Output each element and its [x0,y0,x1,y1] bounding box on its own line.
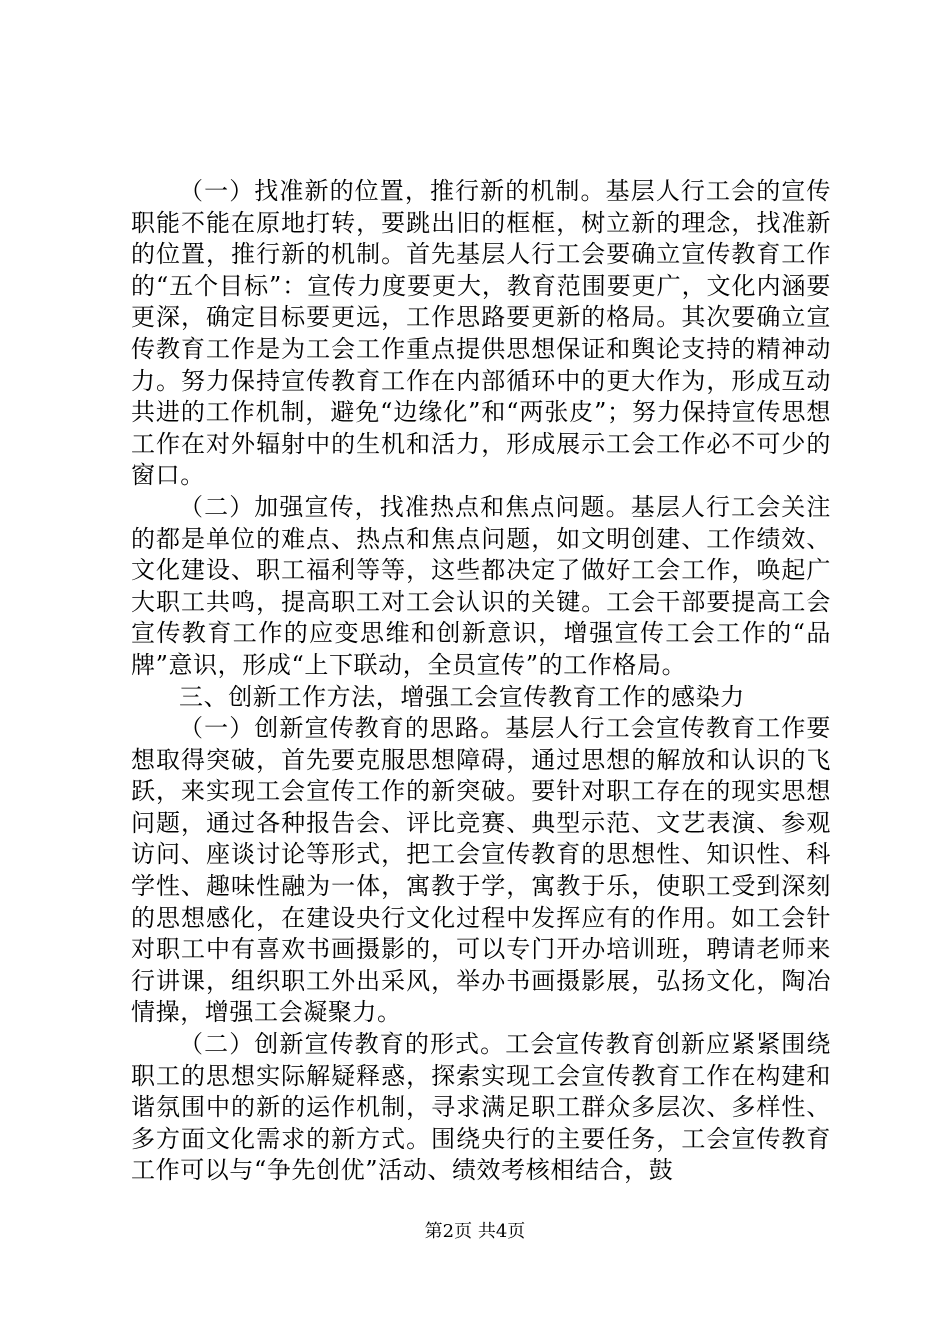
page-number-footer: 第2页 共4页 [424,1221,526,1242]
paragraph-2: （二）加强宣传，找准热点和焦点问题。基层人行工会关注的都是单位的难点、热点和焦点问题，如文明创建、工作绩效、文化建设、职工福利等等，这些都决定了做好工会工作，唤起广大职工共鸣，提高职工对工会认识的关键。工会干部要提高工会宣传教育工作的应变思维和创新意识，增强宣传工会工作的“品牌”意识，形成“上下联动，全员宣传”的工作格局。 [131,492,831,679]
paragraph-4: （一）创新宣传教育的思路。基层人行工会宣传教育工作要想取得突破，首先要克服思想障碍，通过思想的解放和认识的飞跃，来实现工会宣传工作的新突破。要针对职工存在的现实思想问题，通过各种报告会、评比竞赛、典型示范、文艺表演、参观访问、座谈讨论等形式，把工会宣传教育的思想性、知识性、科学性、趣味性融为一体，寓教于学，寓教于乐，使职工受到深刻的思想感化，在建设央行文化过程中发挥应有的作用。如工会针对职工中有喜欢书画摄影的，可以专门开办培训班，聘请老师来行讲课，组织职工外出采风，举办书画摄影展，弘扬文化，陶冶情操，增强工会凝聚力。 [131,714,831,1027]
paragraph-5: （二）创新宣传教育的形式。工会宣传教育创新应紧紧围绕职工的思想实际解疑释惑，探索实现工会宣传教育工作在构建和谐氛围中的新的运作机制，寻求满足职工群众多层次、多样性、多方面文化需求的新方式。围绕央行的主要任务，工会宣传教育工作可以与“争先创优”活动、绩效考核相结合，鼓 [131,1030,831,1185]
section-heading-3: 三、创新工作方法，增强工会宣传教育工作的感染力 [179,682,745,711]
document-body [131,176,831,1187]
paragraph-1: （一）找准新的位置，推行新的机制。基层人行工会的宣传职能不能在原地打转，要跳出旧的框框，树立新的理念，找准新的位置，推行新的机制。首先基层人行工会要确立宣传教育工作的“五个目标”：宣传力度要更大，教育范围要更广，文化内涵要更深，确定目标要更远，工作思路要更新的格局。其次要确立宣传教育工作是为工会工作重点提供思想保证和舆论支持的精神动力。努力保持宣传教育工作在内部循环中的更大作为，形成互动共进的工作机制，避免“边缘化”和“两张皮”；努力保持宣传思想工作在对外辐射中的生机和活力，形成展示工会工作必不可少的窗口。 [131,177,831,490]
